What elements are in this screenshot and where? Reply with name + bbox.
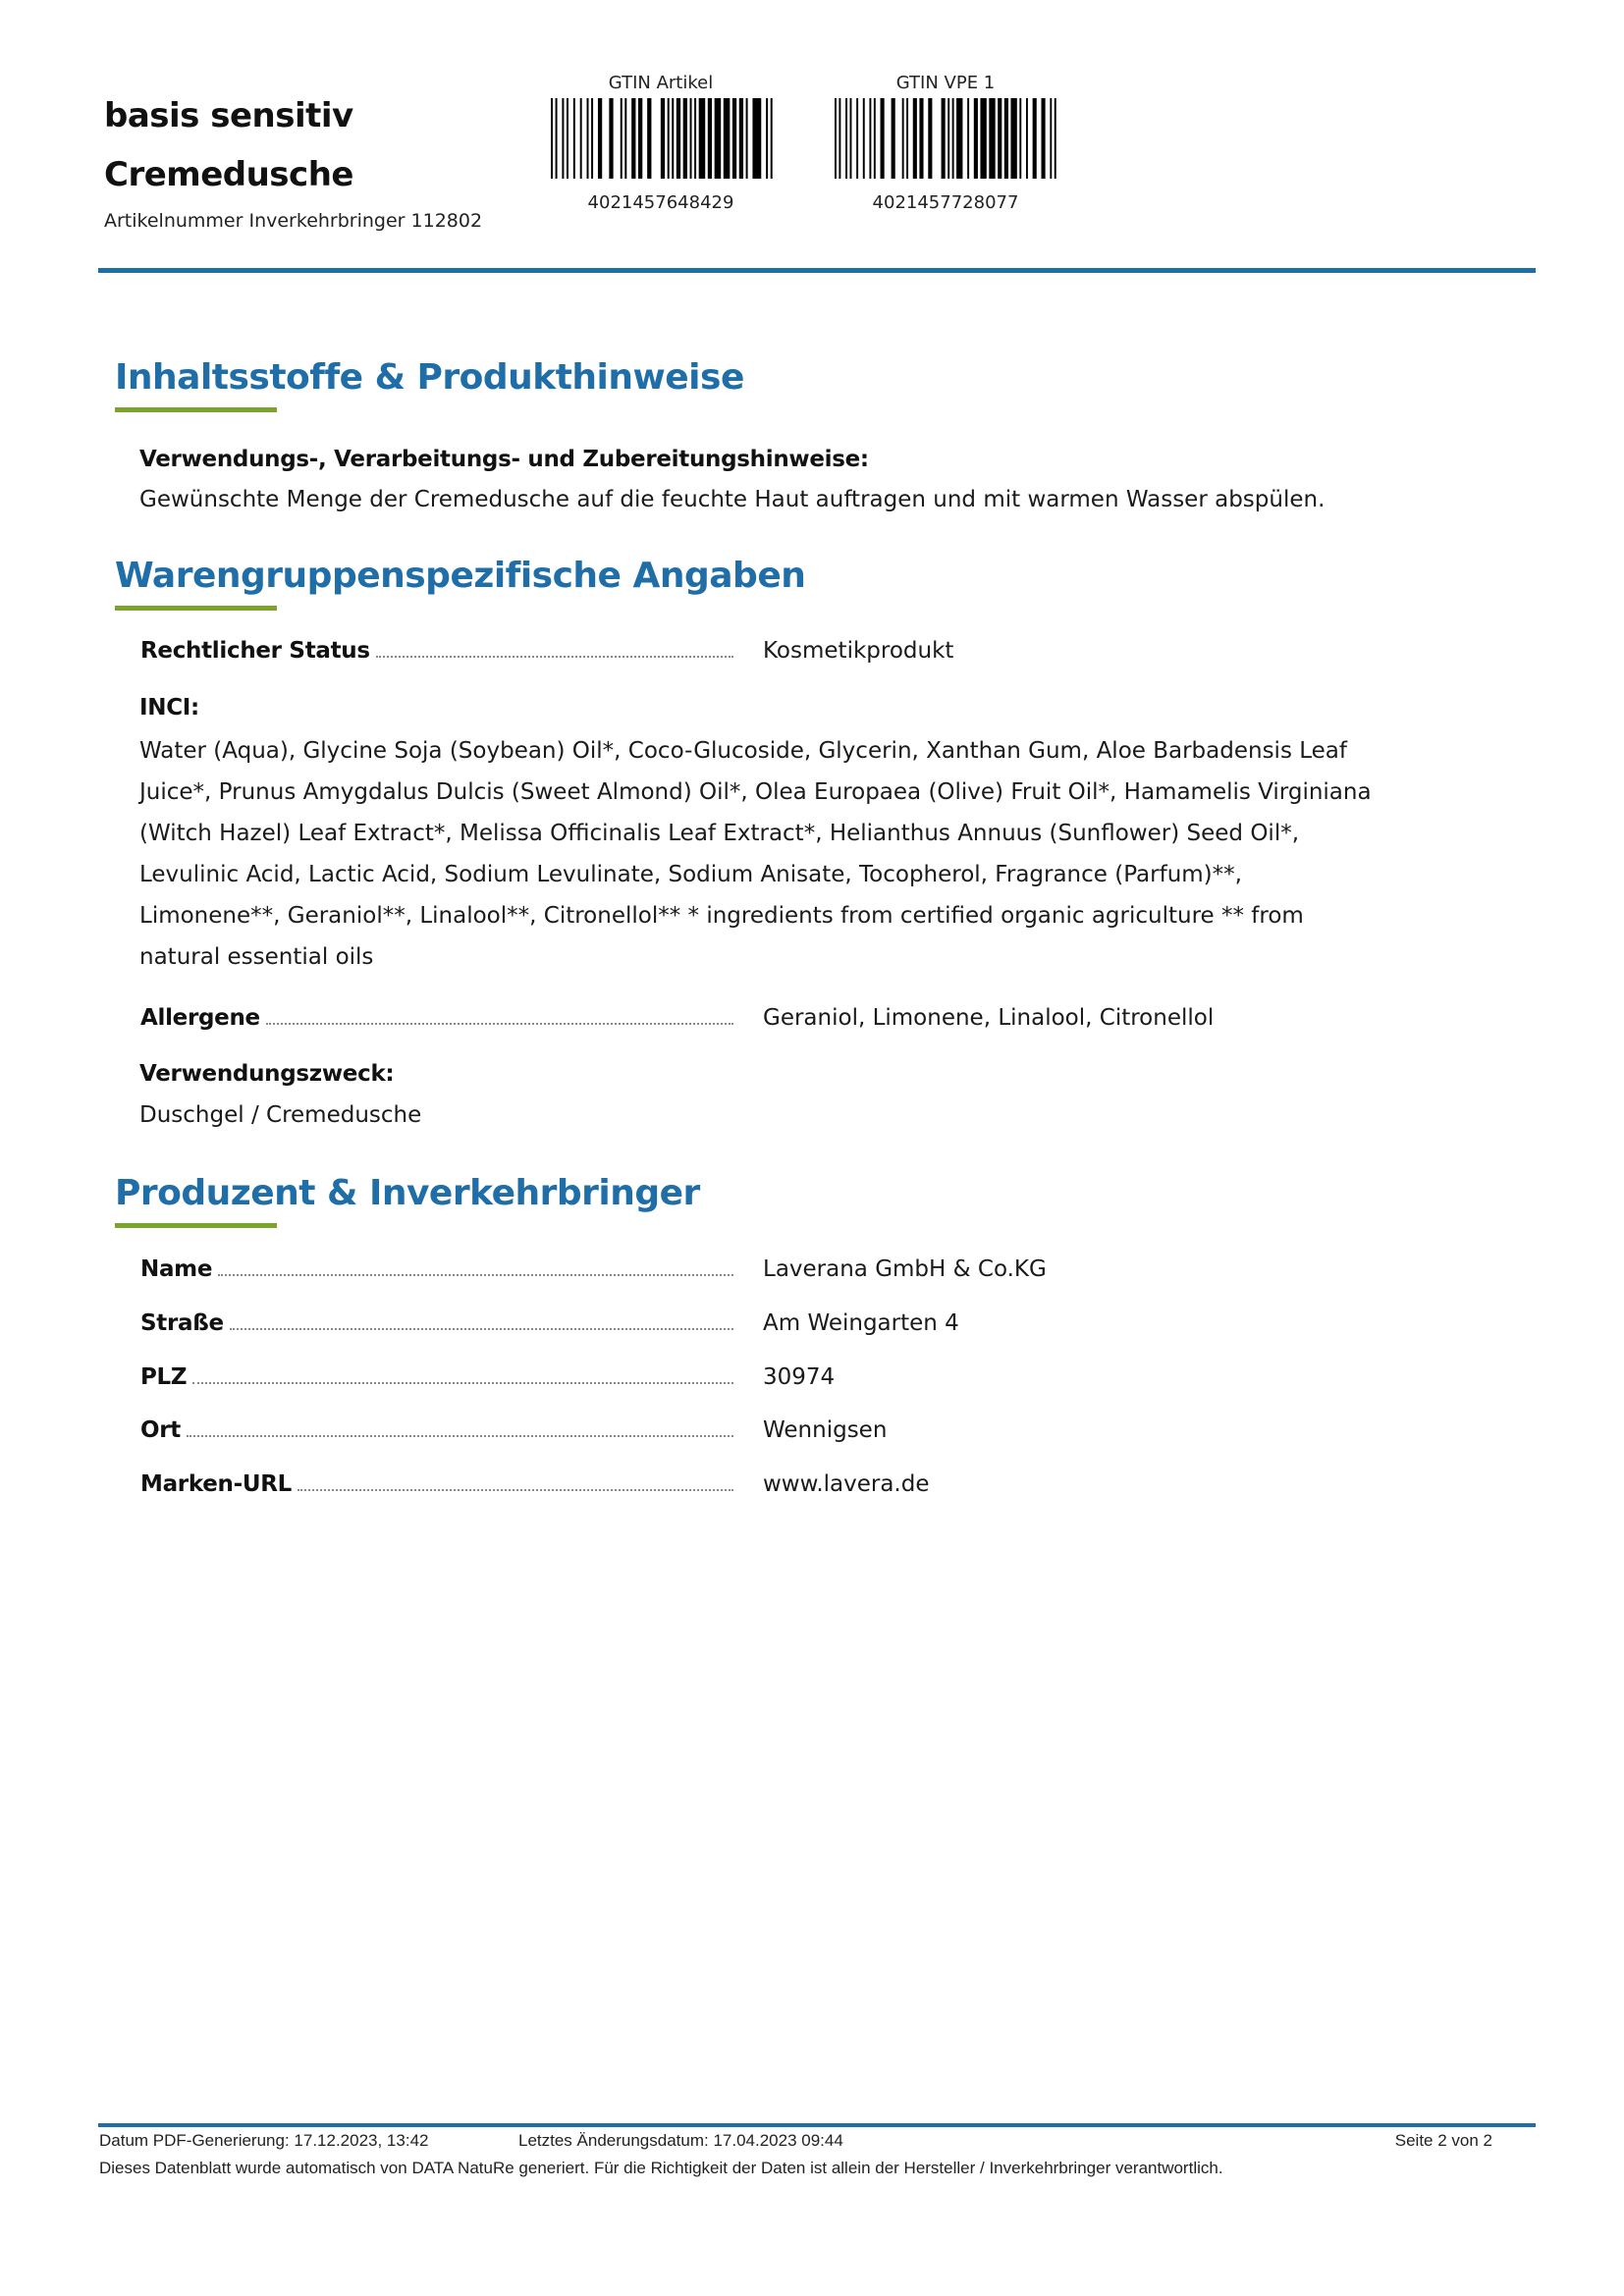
barcode-bar [672,98,674,179]
barcode-label-article: GTIN Artikel [608,73,714,93]
footer-last-changed: Letztes Änderungsdatum: 17.04.2023 09:44 [518,2131,843,2150]
producer-value: Laverana GmbH & Co.KG [763,1256,1047,1282]
inci-line: (Witch Hazel) Leaf Extract*, Melissa Officinalis Leaf Extract*, Helianthus Annuus (Sunflower) Seed Oil*, [139,821,1300,846]
product-title-line1: basis sensitiv [104,96,353,135]
header-divider [98,268,1536,273]
legal-status-row [140,624,1368,664]
producer-row-url [140,1458,1368,1497]
barcode-bar [708,98,712,179]
producer-value: 30974 [763,1364,836,1390]
barcode-number-vpe: 4021457728077 [872,192,1019,213]
barcode-bar [874,98,876,179]
allergens-row [140,991,1368,1031]
barcode-bar [609,98,613,179]
barcode-bar [967,98,969,179]
producer-row-name [140,1243,1368,1282]
barcode-bar [835,98,837,179]
barcode-bar [974,98,978,179]
barcode-bar [1033,98,1037,179]
inci-line: Levulinic Acid, Lactic Acid, Sodium Levulinate, Sodium Anisate, Tocopherol, Fragrance (Parfum)**, [139,862,1242,887]
barcode-bar [989,98,995,179]
barcode-bar [845,98,847,179]
producer-value: Am Weingarten 4 [763,1310,959,1336]
producer-value: Wennigsen [763,1417,888,1443]
barcode-bar [850,98,852,179]
footer-generated-date: Datum PDF-Generierung: 17.12.2023, 13:42 [99,2131,429,2150]
section-underline [115,407,277,412]
allergens-key: Allergene [140,1005,260,1031]
barcode-bar [902,98,904,179]
barcode-bar [919,98,923,179]
barcode-bar [1041,98,1045,179]
barcode-bar [947,98,949,179]
product-title-line2: Cremedusche [104,155,353,194]
barcode-bar [699,98,706,179]
barcode-bar [752,98,761,179]
inci-line: Limonene**, Geraniol**, Linalool**, Citronellol** * ingredients from certified organic agriculture ** from [139,903,1304,929]
barcode-bar [739,98,743,179]
section-title-ingredients: Inhaltsstoffe & Produkthinweise [115,357,744,398]
dot-leader [192,1381,733,1384]
footer-page-number: Seite 2 von 2 [1394,2131,1492,2150]
inci-line: Juice*, Prunus Amygdalus Dulcis (Sweet Almond) Oil*, Olea Europaea (Olive) Fruit Oil*, Hamamelis Virginiana [139,779,1372,805]
dot-leader [376,655,733,658]
producer-key: Name [140,1256,213,1282]
section-underline [115,1223,277,1228]
purpose-text: Duschgel / Cremedusche [139,1102,422,1128]
footer-disclaimer: Dieses Datenblatt wurde automatisch von DATA NatuRe generiert. Für die Richtigkeit der Daten ist allein der Hersteller / Inverkehrbringer verantwortlich. [99,2159,1223,2177]
barcode-bar [881,98,885,179]
barcode-bar [661,98,665,179]
barcode-bar [869,98,871,179]
barcode-bar [863,98,865,179]
barcode-bar [724,98,731,179]
barcode-bar [980,98,986,179]
dot-leader [298,1488,733,1491]
inci-label: INCI: [139,695,199,721]
allergens-value: Geraniol, Limonene, Linalool, Citronellol [763,1005,1215,1031]
barcode-bar [694,98,696,179]
barcode-bar [567,98,568,179]
section-title-group-specs: Warengruppenspezifische Angaben [115,556,806,596]
barcode-bar [621,98,623,179]
barcode-label-vpe: GTIN VPE 1 [895,73,996,93]
barcode-vpe-image [835,98,1056,179]
producer-row-city [140,1404,1368,1443]
barcode-bar [906,98,908,179]
inci-line: Water (Aqua), Glycine Soja (Soybean) Oil*, Coco-Glucoside, Glycerin, Xanthan Gum, Aloe Barbadensis Leaf [139,738,1347,764]
barcode-bar [1010,98,1016,179]
barcode-bar [952,98,954,179]
usage-text: Gewünschte Menge der Cremedusche auf die feuchte Haut auftragen und mit warmen Wasser abspülen. [139,487,1326,512]
barcode-bar [587,98,589,179]
usage-label: Verwendungs-, Verarbeitungs- und Zubereitungshinweise: [139,447,869,472]
legal-status-value: Kosmetikprodukt [763,638,954,664]
barcode-bar [942,98,946,179]
barcode-bar [1026,98,1028,179]
purpose-label: Verwendungszweck: [139,1061,395,1087]
section-title-producer: Produzent & Inverkehrbringer [115,1173,700,1213]
barcode-bar [1019,98,1021,179]
dot-leader [230,1327,733,1330]
producer-key: Ort [140,1417,181,1443]
footer-divider [98,2123,1536,2127]
producer-row-street [140,1297,1368,1336]
barcode-bar [556,98,558,179]
barcode-bar [856,98,858,179]
barcode-bar [771,98,773,179]
inci-text [139,730,1372,978]
dot-leader [187,1434,733,1437]
barcode-bar [598,98,602,179]
barcode-bar [551,98,553,179]
dot-leader [218,1273,733,1276]
producer-value: www.lavera.de [763,1471,930,1497]
barcode-bar [638,98,642,179]
barcode-bar [839,98,840,179]
section-underline [115,606,277,611]
legal-status-key: Rechtlicher Status [140,638,370,664]
producer-key: PLZ [140,1364,188,1390]
barcode-bar [573,98,575,179]
barcode-bar [1050,98,1052,179]
barcode-bar [746,98,748,179]
inci-line: natural essential oils [139,944,374,970]
barcode-bar [913,98,917,179]
barcode-bar [562,98,564,179]
barcode-bar [631,98,635,179]
barcode-number-article: 4021457648429 [587,192,734,213]
barcode-bar [1055,98,1056,179]
producer-key: Straße [140,1310,224,1336]
barcode-bar [715,98,722,179]
barcode-bar [683,98,687,179]
barcode-bar [956,98,962,179]
barcode-article-image [551,98,773,179]
dot-leader [266,1022,733,1025]
producer-key: Marken-URL [140,1471,292,1497]
barcode-bar [624,98,626,179]
barcode-bar [591,98,593,179]
barcode-bar [677,98,680,179]
barcode-bar [928,98,932,179]
article-number: Artikelnummer Inverkehrbringer 112802 [104,210,483,232]
barcode-bar [1004,98,1008,179]
barcode-bar [892,98,895,179]
barcode-bar [668,98,670,179]
barcode-bar [732,98,736,179]
barcode-bar [766,98,768,179]
barcode-bar [580,98,582,179]
barcode-bar [998,98,1001,179]
barcode-bar [690,98,692,179]
barcode-bar [647,98,651,179]
producer-row-zip [140,1351,1368,1390]
